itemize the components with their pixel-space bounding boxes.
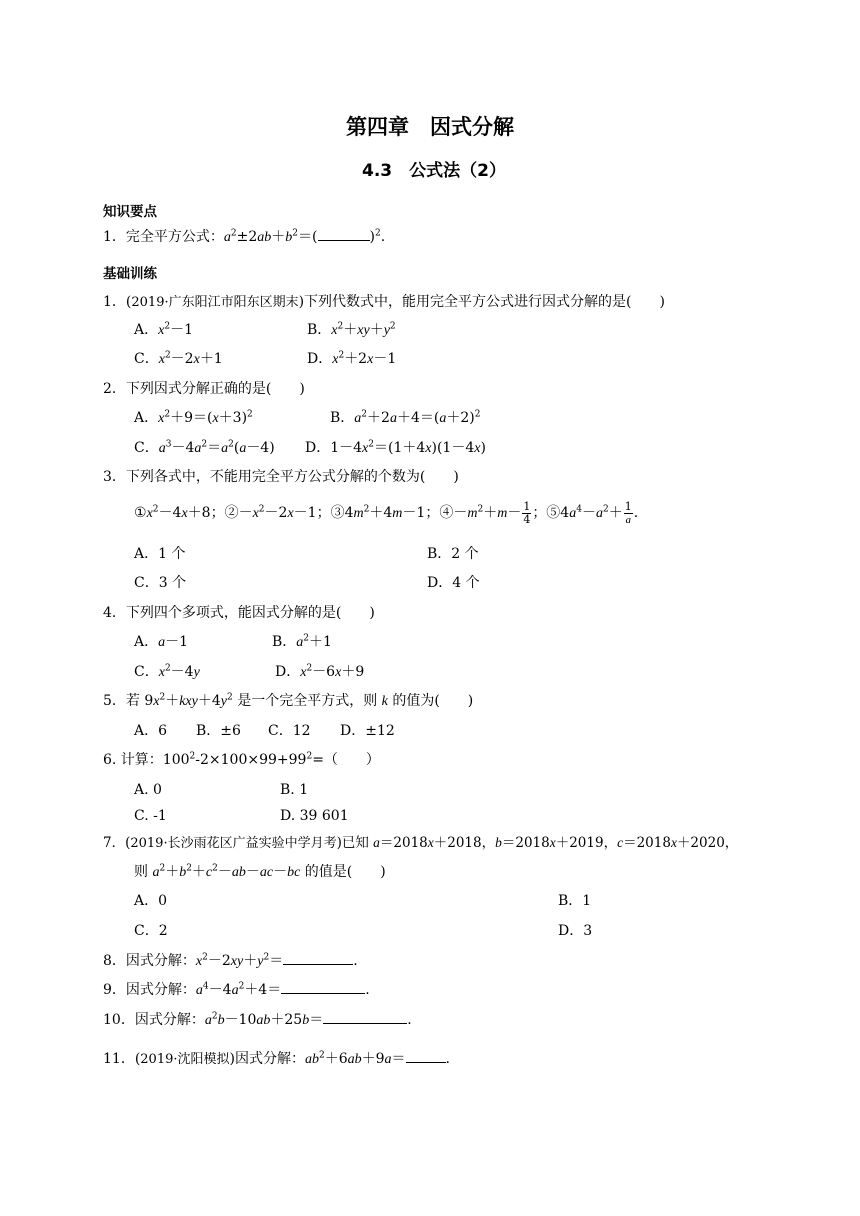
knowledge-item-1	[103, 228, 385, 247]
question-2-option-d: D．$1-4x^2=(1+4x)(1-4x)$	[305, 439, 486, 456]
question-4-option-b: B．$a^2+1$	[272, 633, 332, 650]
question-6-option-c: C. -1	[134, 808, 167, 824]
question-6-stem: 6. 计算：$100^2-2\times 100\times 99+99^2=$（ ）	[103, 751, 380, 768]
question-7-option-b: B．1	[558, 893, 592, 909]
question-2-option-c: C．$a^3-4a^2=a^2(a-4)$	[134, 439, 275, 456]
question-10-stem: 10．因式分解：$a^2b-10ab+25b=$ .	[103, 1011, 412, 1028]
knowledge-item-1-formula: $a^2\pm 2ab+b^2=$( )$^2$.	[223, 228, 386, 245]
question-2-stem: 2．下列因式分解正确的是( )	[103, 381, 305, 397]
question-2-option-a: A．$x^2+9=(x+3)^2$	[134, 409, 253, 426]
question-1-option-d: D．$x^2+2x-1$	[307, 350, 397, 367]
question-6-option-a: A. 0	[134, 782, 162, 798]
knowledge-heading: 知识要点	[103, 204, 157, 220]
question-3-expressions: $①x^2-4x+8$；$②-x^2-2x-1$；$③4m^2+4m-1$；$④-m^2+m-$ $\frac{1}{4}$ ；$⑤4a^4-a^2+$ $\frac{1}{a}$ .	[134, 499, 639, 526]
chapter-title: 第四章 因式分解	[346, 115, 514, 139]
question-9-stem: 9．因式分解：$a^4-4a^2+4=$ .	[103, 981, 370, 998]
training-heading: 基础训练	[103, 266, 157, 282]
question-8-stem: 8．因式分解：$x^2-2xy+y^2=$ .	[103, 952, 358, 969]
question-4-option-c: C．$x^2-4y$	[134, 663, 200, 680]
question-1-option-a: A．$x^2-1$	[134, 321, 193, 338]
question-4-option-d: D．$x^2-6x+9$	[275, 663, 365, 680]
question-6-option-b: B. 1	[280, 782, 309, 798]
section-title: 4.3 公式法（2）	[362, 161, 506, 181]
question-4-stem: 4．下列四个多项式，能因式分解的是( )	[103, 605, 375, 621]
question-7-option-d: D．3	[558, 923, 593, 939]
question-3-option-a: A．1 个	[134, 546, 186, 562]
question-1-option-b: B．$x^2+xy+y^2$	[307, 321, 396, 338]
question-3-stem: 3．下列各式中，不能用完全平方公式分解的个数为( )	[103, 469, 459, 485]
question-5-option-b: B．±6	[196, 723, 241, 739]
question-5-option-a: A．6	[134, 723, 168, 739]
question-3-option-c: C．3 个	[134, 575, 187, 591]
question-1-option-c: C．$x^2-2x+1$	[134, 350, 223, 367]
question-6-option-d: D. 39 601	[280, 808, 349, 824]
question-7-stem: 7．(2019·长沙雨花区广益实验中学月考)已知 a＝2018x＋2018，b＝2018x＋2019，c＝2018x＋2020，	[103, 835, 739, 851]
question-4-option-a: A．a－1	[134, 634, 189, 650]
question-11-stem: 11．(2019·沈阳模拟)因式分解：$ab^2+6ab+9a=$ .	[103, 1050, 450, 1067]
knowledge-item-1-prefix: 1．完全平方公式：	[103, 229, 224, 245]
question-2-option-b: B．$a^2+2a+4=(a+2)^2$	[330, 409, 481, 426]
question-3-option-d: D．4 个	[427, 575, 480, 591]
question-1-stem: 1．(2019·广东阳江市阳东区期末)下列代数式中，能用完全平方公式进行因式分解的是( )	[103, 294, 665, 310]
question-5-option-c: C．12	[268, 723, 311, 739]
question-7-option-a: A．0	[134, 893, 168, 909]
question-7-option-c: C．2	[134, 923, 168, 939]
question-3-option-b: B．2 个	[427, 546, 479, 562]
question-7-stem-continued: 则 $a^2+b^2+c^2-ab-ac-bc$ 的值是( )	[134, 863, 386, 880]
question-5-option-d: D．±12	[340, 723, 395, 739]
question-5-stem: 5．若 $9x^2+kxy+4y^2$ 是一个完全平方式，则 k 的值为( )	[103, 692, 474, 709]
